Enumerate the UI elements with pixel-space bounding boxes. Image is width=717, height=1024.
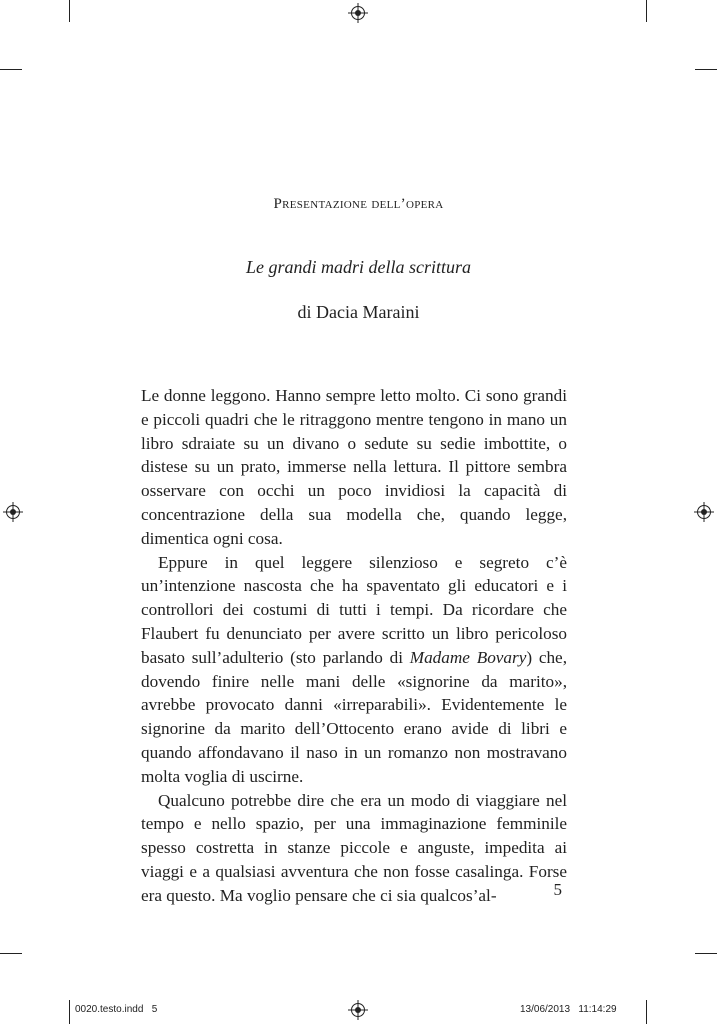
crop-mark-top-left-horizontal: [0, 69, 22, 70]
slug-file-name: 0020.testo.indd 5: [75, 1004, 158, 1015]
section-title: Presentazione dell’opera: [273, 196, 444, 212]
crop-mark-bottom-right-vertical: [646, 1000, 647, 1024]
paragraph-text: Eppure in quel leggere silenzioso e segreto c’è un’intenzione nascosta che ha spaventato gli educatori e i controllori dei costumi di tutti i tempi. Da ricordare che Flaubert fu denunciato per avere scritto un libro pericoloso basato sull’adulterio (sto parlando di: [141, 552, 567, 667]
registration-mark-icon: [697, 505, 711, 519]
slug-datetime: 13/06/2013 11:14:29: [520, 1004, 617, 1015]
registration-mark-icon: [6, 505, 20, 519]
crop-mark-bottom-right-horizontal: [695, 953, 717, 954]
registration-mark-icon: [351, 1003, 365, 1017]
paragraph: [141, 551, 567, 789]
crop-mark-top-left-vertical: [69, 0, 70, 22]
crop-mark-bottom-left-vertical: [69, 1000, 70, 1024]
author-line: di Dacia Maraini: [297, 302, 420, 322]
crop-mark-bottom-left-horizontal: [0, 953, 22, 954]
book-title-italic: Madame Bovary: [409, 647, 527, 667]
page-number: 5: [553, 880, 562, 899]
work-title: Le grandi madri della scrittura: [245, 257, 471, 277]
body-text: [141, 384, 567, 908]
crop-mark-top-right-horizontal: [695, 69, 717, 70]
registration-mark-icon: [351, 6, 365, 20]
paragraph: Le donne leggono. Hanno sempre letto molto. Ci sono grandi e piccoli quadri che le ritraggono mentre tengono in mano un libro sdraiate su un divano o sedute su sedie imbottite, o distese su un prato, immerse nella lettura. Il pittore sembra osservare con occhi un poco invidiosi la capacità di concentrazione della sua modella che, quando legge, dimentica ogni cosa.: [141, 386, 567, 548]
paragraph: Qualcuno potrebbe dire che era un modo di viaggiare nel tempo e nello spazio, per una immaginazione femminile spesso costretta in stanze piccole e anguste, impedita ai viaggi e a qualsiasi avventura che non fosse casalinga. Forse era questo. Ma voglio pensare che ci sia qualcos’al-: [141, 790, 567, 905]
crop-mark-top-right-vertical: [646, 0, 647, 22]
paragraph-text: ) che, dovendo finire nelle mani delle «signorine da marito», avrebbe provocato danni «irreparabili». Evidentemente le signorine da marito dell’Ottocento erano avide di libri e quando affondavano il naso in un romanzo non mostravano molta voglia di uscirne.: [141, 647, 567, 786]
